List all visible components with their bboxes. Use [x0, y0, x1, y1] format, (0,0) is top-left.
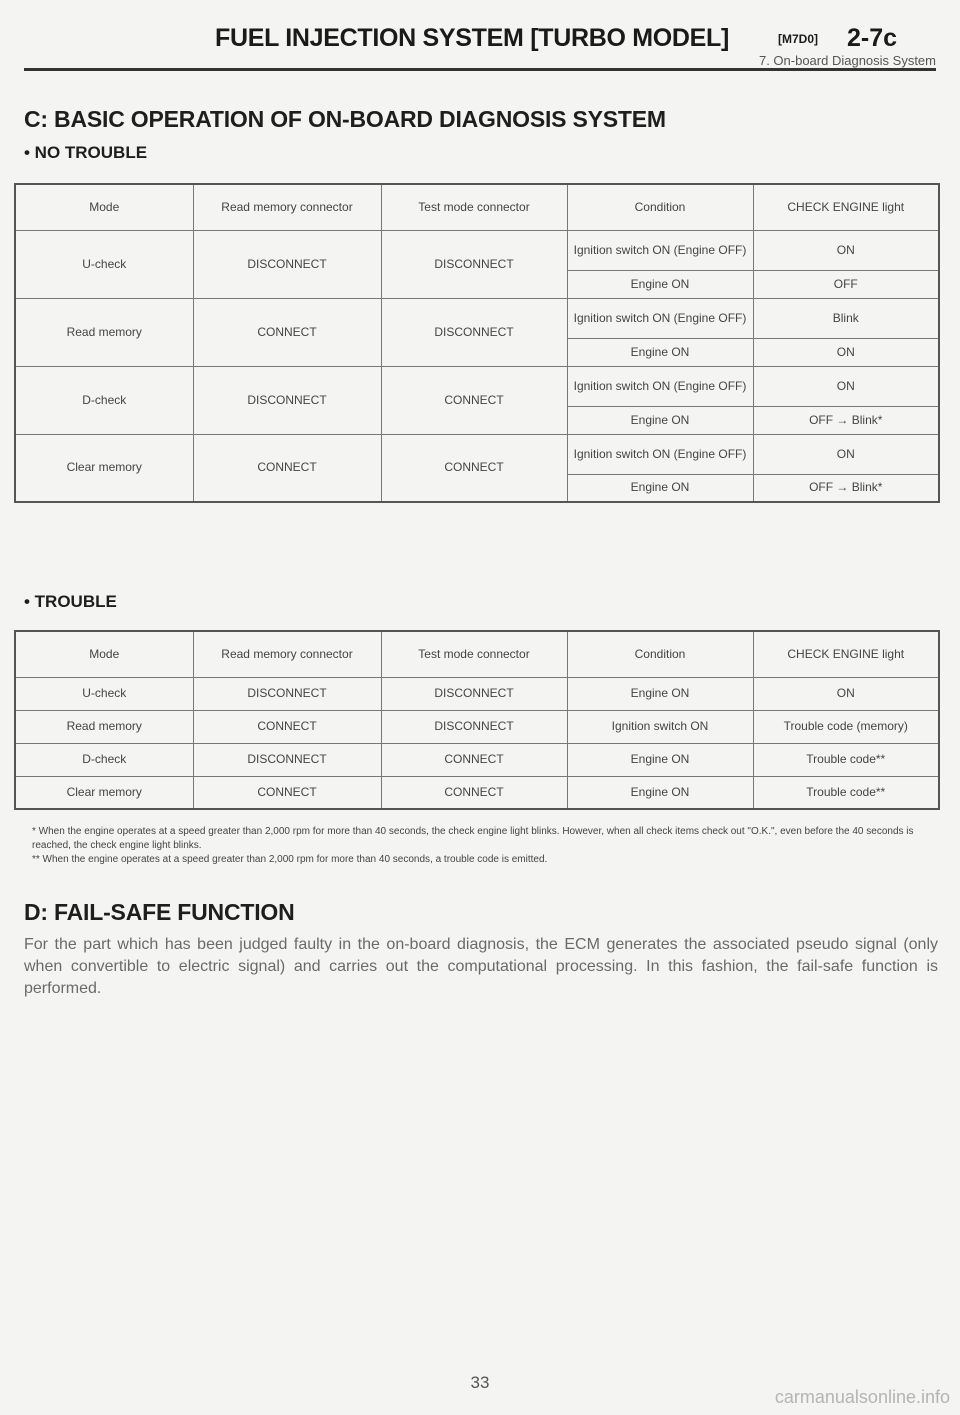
header-read-memory: Read memory connector [193, 631, 381, 677]
cell-test-mode: DISCONNECT [381, 230, 567, 298]
cell-light: ON [753, 230, 939, 270]
footnote-double-star: ** When the engine operates at a speed greater than 2,000 rpm for more than 40 seconds, a trouble code is emitted. [32, 854, 548, 865]
cell-mode: U-check [15, 230, 193, 298]
cell-light: OFF → Blink* [753, 474, 939, 502]
cell-read-memory: CONNECT [193, 710, 381, 743]
trouble-table [14, 630, 940, 810]
cell-mode: D-check [15, 743, 193, 776]
cell-read-memory: CONNECT [193, 434, 381, 502]
header-mode: Mode [15, 631, 193, 677]
table-row [15, 776, 939, 809]
header-read-memory: Read memory connector [193, 184, 381, 230]
cell-light: ON [753, 677, 939, 710]
table-header-row [15, 631, 939, 677]
cell-read-memory: DISCONNECT [193, 743, 381, 776]
cell-condition: Engine ON [567, 474, 753, 502]
table-row [15, 710, 939, 743]
cell-mode: Read memory [15, 298, 193, 366]
cell-test-mode: DISCONNECT [381, 298, 567, 366]
footnotes [32, 825, 937, 867]
cell-light: OFF [753, 270, 939, 298]
header-test-mode: Test mode connector [381, 631, 567, 677]
no-trouble-title: • NO TROUBLE [24, 143, 148, 162]
table-row [15, 366, 939, 406]
header-rule [24, 68, 936, 71]
header-code: [M7D0] [778, 32, 819, 46]
header-condition: Condition [567, 184, 753, 230]
table-header-row [15, 184, 939, 230]
cell-light: OFF → Blink* [753, 406, 939, 434]
cell-test-mode: CONNECT [381, 776, 567, 809]
footnote-single-star: * When the engine operates at a speed greater than 2,000 rpm for more than 40 seconds, the check engine light blinks. However, when all check items check out "O.K.", even before the 40 seconds is reached, the check engine light blinks. [32, 826, 914, 851]
cell-test-mode: CONNECT [381, 366, 567, 434]
cell-read-memory: DISCONNECT [193, 230, 381, 298]
trouble-title: • TROUBLE [24, 592, 117, 611]
cell-mode: Clear memory [15, 776, 193, 809]
header-test-mode: Test mode connector [381, 184, 567, 230]
table-row [15, 434, 939, 474]
watermark: carmanualsonline.info [774, 1387, 950, 1407]
cell-test-mode: CONNECT [381, 434, 567, 502]
cell-condition: Ignition switch ON [567, 710, 753, 743]
cell-condition: Ignition switch ON (Engine OFF) [567, 434, 753, 474]
header-check-engine: CHECK ENGINE light [753, 631, 939, 677]
cell-read-memory: DISCONNECT [193, 366, 381, 434]
cell-condition: Engine ON [567, 677, 753, 710]
cell-light: Trouble code** [753, 776, 939, 809]
cell-light: ON [753, 338, 939, 366]
cell-condition: Engine ON [567, 338, 753, 366]
section-d-title: D: FAIL-SAFE FUNCTION [24, 899, 295, 925]
cell-test-mode: DISCONNECT [381, 710, 567, 743]
cell-condition: Ignition switch ON (Engine OFF) [567, 366, 753, 406]
cell-light: ON [753, 434, 939, 474]
header-mode: Mode [15, 184, 193, 230]
cell-light: Trouble code (memory) [753, 710, 939, 743]
cell-condition: Ignition switch ON (Engine OFF) [567, 298, 753, 338]
cell-read-memory: CONNECT [193, 298, 381, 366]
cell-mode: Read memory [15, 710, 193, 743]
header-condition: Condition [567, 631, 753, 677]
cell-light: Trouble code** [753, 743, 939, 776]
fail-safe-paragraph: For the part which has been judged faulty in the on-board diagnosis, the ECM generates the associated pseudo signal (only when convertible to electric signal) and carries out the computational processing. In this fashion, the fail-safe function is performed. [24, 936, 938, 997]
page-number: 33 [470, 1373, 490, 1392]
header-page-ref: 2-7c [847, 24, 898, 52]
header-subtitle: 7. On-board Diagnosis System [758, 53, 936, 68]
cell-mode: U-check [15, 677, 193, 710]
cell-read-memory: DISCONNECT [193, 677, 381, 710]
table-row [15, 298, 939, 338]
no-trouble-table [14, 183, 940, 503]
cell-condition: Ignition switch ON (Engine OFF) [567, 230, 753, 270]
cell-mode: D-check [15, 366, 193, 434]
cell-condition: Engine ON [567, 743, 753, 776]
header-check-engine: CHECK ENGINE light [753, 184, 939, 230]
section-c-title: C: BASIC OPERATION OF ON-BOARD DIAGNOSIS SYSTEM [24, 106, 666, 132]
cell-condition: Engine ON [567, 776, 753, 809]
cell-mode: Clear memory [15, 434, 193, 502]
cell-test-mode: CONNECT [381, 743, 567, 776]
cell-light: ON [753, 366, 939, 406]
table-row [15, 677, 939, 710]
table-row [15, 230, 939, 270]
cell-light: Blink [753, 298, 939, 338]
cell-read-memory: CONNECT [193, 776, 381, 809]
cell-condition: Engine ON [567, 406, 753, 434]
header-title: FUEL INJECTION SYSTEM [TURBO MODEL] [215, 24, 730, 52]
cell-test-mode: DISCONNECT [381, 677, 567, 710]
table-row [15, 743, 939, 776]
cell-condition: Engine ON [567, 270, 753, 298]
